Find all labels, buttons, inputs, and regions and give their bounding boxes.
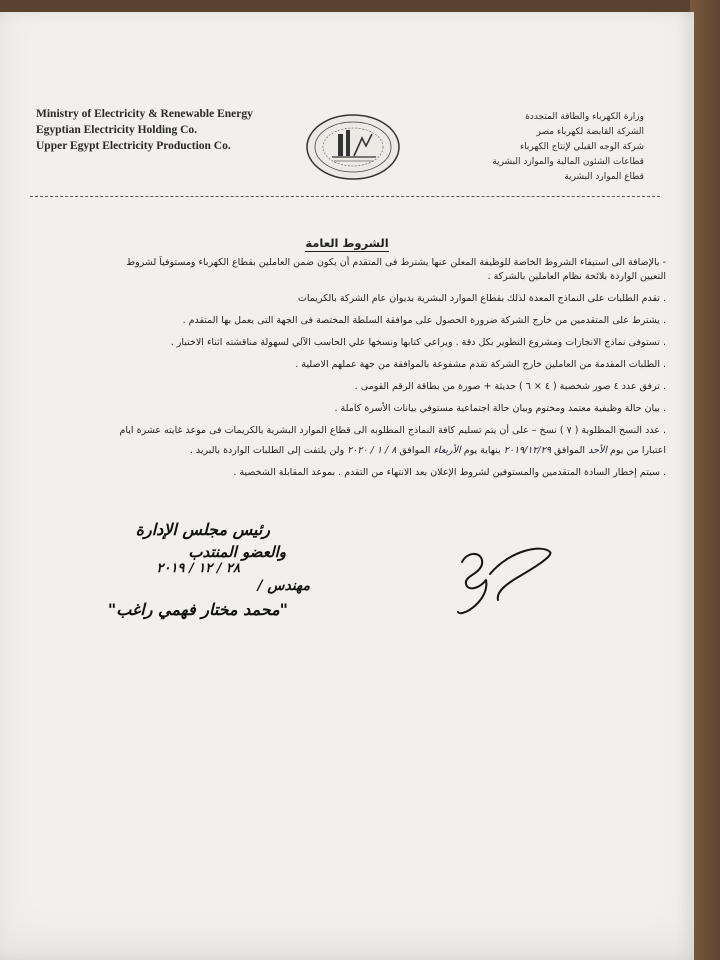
letterhead-ar-line: قطاعات الشئون المالية والموارد البشرية <box>492 157 644 167</box>
letterhead-en-line: Upper Egypt Electricity Production Co. <box>36 140 231 152</box>
handwritten-day-1: الأحد <box>588 445 607 456</box>
company-logo <box>304 112 402 182</box>
signoff-block <box>40 520 310 619</box>
header-divider <box>30 196 660 197</box>
conditions-list <box>14 256 666 480</box>
condition-9: . سيتم إخطار السادة المتقدمين والمستوفين لشروط الإعلان بعد الانتهاء من التقدم . بموعد المقابلة الشخصية . <box>233 467 666 478</box>
handwritten-date-1: ٢٠١٩/١٢/٢٩ <box>503 445 551 456</box>
condition-2: . تقدم الطلبات على النماذج المعدة لذلك بقطاع الموارد البشرية بديوان عام الشركة بالكريمات <box>297 293 666 304</box>
signoff-engineer: مهندس / <box>257 578 310 594</box>
letterhead-ar-line: الشركة القابضة لكهرباء مصر <box>536 127 644 137</box>
letterhead-ar-line: قطاع الموارد البشرية <box>564 172 644 182</box>
signoff-name: "محمد مختار فهمي راغب" <box>107 600 288 619</box>
condition-3: . يشترط على المتقدمين من خارج الشركة ضرورة الحصول على موافقة السلطة المختصة فى الجهة التى يعمل بها المتقدم . <box>182 315 666 326</box>
condition-8-line-2: اعتبارا من يوم الأحد الموافق ٢٠١٩/١٢/٢٩ بنهاية يوم الأربعاء الموافق ٨ / ١ / ٢٠٢٠ ولن يلتفت إلى الطلبات الواردة بالبريد . <box>189 445 666 456</box>
letterhead-ar-line: شركة الوجه القبلي لإنتاج الكهرباء <box>519 142 644 152</box>
background-right <box>690 0 720 960</box>
handwritten-signature <box>450 540 560 620</box>
condition-1-line-1: - بالإضافة الى استيفاء الشروط الخاصة للوظيفة المعلن عنها يشترط فى المتقدم أن يكون ضمن العاملين بقطاع الكهرباء ومستوفياً لشروط <box>126 257 666 268</box>
condition-5: . الطلبات المقدمة من العاملين خارج الشركة تقدم مشفوعة بالموافقة من جهة عملهم الاصلية . <box>295 359 666 370</box>
letterhead-ar-line: وزارة الكهرباء والطاقة المتجددة <box>525 112 644 122</box>
signoff-date: ٢٨ / ١٢ / ٢٠١٩ <box>156 561 240 576</box>
signoff-subtitle: والعضو المنتدب <box>188 543 286 561</box>
handwritten-date-2: ٨ / ١ / ٢٠٢٠ <box>347 445 397 456</box>
condition-7: . بيان حالة وظيفية معتمد ومختوم وبيان حالة اجتماعية مستوفي بيانات الأسرة كاملة . <box>334 403 666 414</box>
condition-6: . ترفق عدد ٤ صور شخصية ( ٤ × ٦ ) حديثة + صورة من بطاقة الرقم القومى . <box>354 381 666 392</box>
letterhead-arabic <box>424 110 644 185</box>
signoff-title: رئيس مجلس الإدارة <box>135 520 270 539</box>
document-title: الشروط العامة <box>305 236 389 250</box>
condition-4: . تستوفى نماذج الانجازات ومشروع التطوير بكل دقة . ويراعي كتابها ونسخها علي الحاسب الآلي لسهولة مناقشته اثناء الاختبار . <box>170 337 666 348</box>
condition-8-line-1: . عدد النسخ المطلوبة ( ٧ ) نسخ – على أن يتم تسليم كافة النماذج المطلوبه الى قطاع الموارد البشرية بالكريمات فى موعد غايته عشرة ايام <box>119 425 666 436</box>
letterhead-en-line: Ministry of Electricity & Renewable Energy <box>36 108 253 120</box>
letterhead-en-line: Egyptian Electricity Holding Co. <box>36 124 197 136</box>
handwritten-day-2: الأربعاء <box>433 445 461 456</box>
condition-1-line-2: التعيين الواردة بلائحة نظام العاملين بالشركة . <box>487 271 666 282</box>
letterhead-english <box>36 106 296 154</box>
